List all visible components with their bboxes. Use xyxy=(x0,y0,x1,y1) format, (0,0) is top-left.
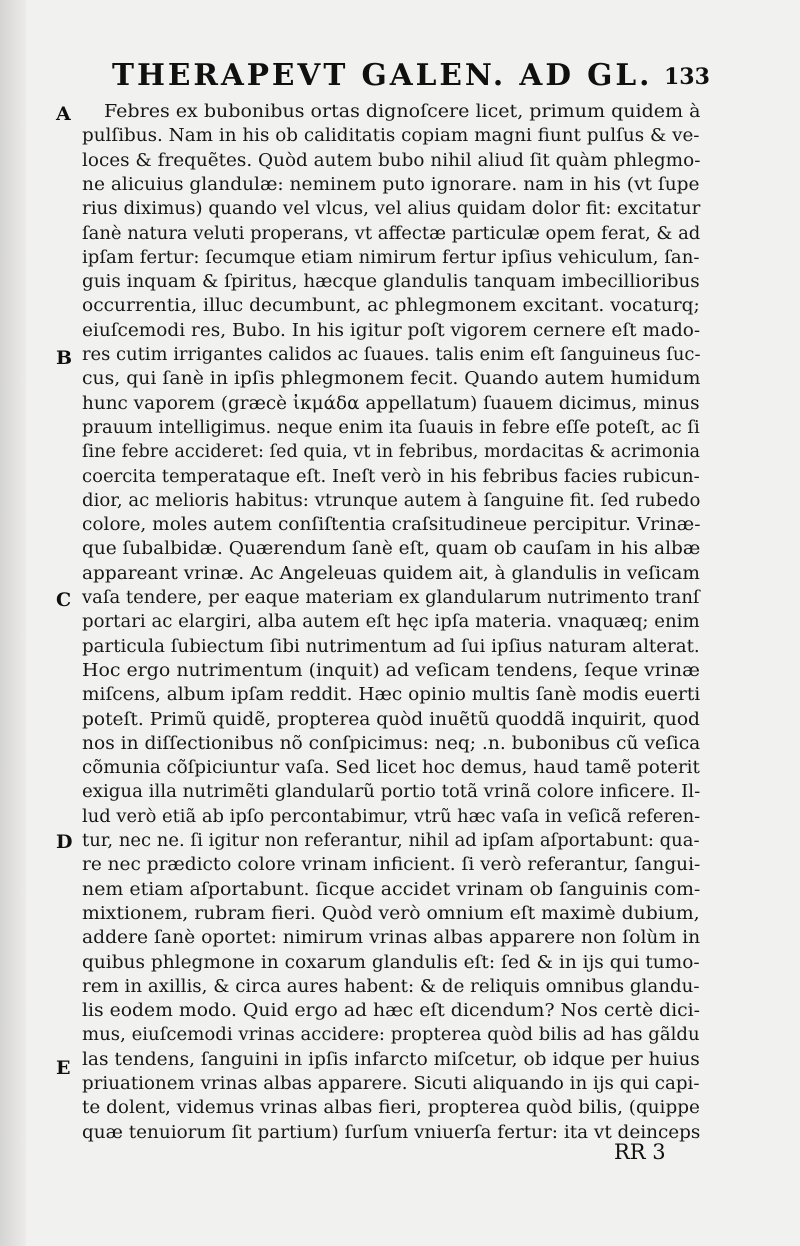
text-line: colore, moles autem conſiſtentia craſsitudineue percipitur. Vrinæ- xyxy=(82,515,701,536)
text-line: rius diximus) quando vel vlcus, vel alius quidam dolor fit: excitatur xyxy=(82,199,701,220)
text-line: pulſibus. Nam in his ob caliditatis copiam magni fiunt pulſus & ve- xyxy=(82,126,700,147)
text-line: eiuſcemodi res, Bubo. In his igitur poſt vigorem cernere eſt mado- xyxy=(82,320,701,341)
marginal-letter-a: A xyxy=(56,103,71,125)
text-line: exigua illa nutrimẽti glandularũ portio totã vrinã colore inficere. Il- xyxy=(82,782,701,803)
marginal-letter-c: C xyxy=(56,589,72,611)
marginal-letter-e: E xyxy=(56,1057,71,1079)
text-line: cus, qui ſanè in ipſis phlegmonem fecit. Quando autem humidum xyxy=(82,369,701,390)
text-line: ſanè natura veluti properans, vt affectæ particulæ opem ferat, & ad xyxy=(82,223,701,244)
marginal-letter-b: B xyxy=(56,347,73,369)
text-line: te dolent, videmus vrinas albas fieri, propterea quòd bilis, (quippe xyxy=(82,1098,700,1119)
text-line: re nec prædicto colore vrinam inficient. ſi verò referantur, ſangui- xyxy=(82,855,701,876)
text-line: vaſa tendere, per eaque materiam ex glandularum nutrimento tranſ xyxy=(82,588,700,608)
text-line: quæ tenuiorum ſit partium) ſurſum vniuerſa fertur: ita vt deinceps xyxy=(82,1122,701,1143)
text-line: prauum intelligimus. neque enim ita ſuauis in febre eſſe poteſt, ac ſi xyxy=(82,417,700,438)
text-line: cõmunia cõſpiciuntur vaſa. Sed licet hoc demus, haud tamẽ poterit xyxy=(82,758,700,779)
text-line: nos in diſſectionibus nõ conſpicimus: neq; .n. bubonibus cũ veſica xyxy=(82,733,701,754)
text-line: nem etiam aſportabunt. ſicque accidet vrinam ob ſanguinis com- xyxy=(82,879,701,900)
marginal-letter-d: D xyxy=(56,831,73,853)
text-line: dior, ac melioris habitus: vtrunque autem à ſanguine fit. ſed rubedo xyxy=(82,490,701,511)
text-line: lud verò etiã ab ipſo percontabimur, vtrũ hæc vaſa in veſicã referen- xyxy=(82,806,701,827)
text-line: portari ac elargiri, alba autem eſt hęc ipſa materia. vnaquæq; enim xyxy=(82,612,700,633)
text-line: occurrentia, illuc decumbunt, ac phlegmonem excitant. vocaturq; xyxy=(82,296,700,317)
text-line: particula ſubiectum ſibi nutrimentum ad ſui ipſius naturam alterat. xyxy=(82,636,700,657)
text-line: poteſt. Primũ quidẽ, propterea quòd inuẽtũ quoddã inquirit, quod xyxy=(82,709,700,730)
text-line: tur, nec ne. ſi igitur non referantur, nihil ad ipſam aſportabunt: qua- xyxy=(82,831,700,851)
text-line: mus, eiuſcemodi vrinas accidere: propterea quòd bilis ad has gãldu xyxy=(82,1025,700,1046)
text-line: miſcens, album ipſam reddit. Hæc opinio multis ſanè modis euerti xyxy=(82,685,701,706)
text-line: rem in axillis, & circa aures habent: & de reliquis omnibus glandu- xyxy=(82,976,700,997)
text-line: ne alicuius glandulæ: neminem puto ignorare. nam in his (vt ſupe xyxy=(82,174,700,195)
text-line: addere ſanè oportet: nimirum vrinas albas apparere non ſolùm in xyxy=(82,928,701,949)
text-line: res cutim irrigantes calidos ac ſuaues. talis enim eſt ſanguineus ſuc- xyxy=(82,345,701,365)
text-line: Hoc ergo nutrimentum (inquit) ad veſicam tendens, ſeque vrinæ xyxy=(82,660,700,681)
text-line: loces & frequẽtes. Quòd autem bubo nihil aliud ſit quàm phlegmo- xyxy=(82,150,701,171)
text-line: coercita temperataque eſt. Ineſt verò in his febribus facies rubicun- xyxy=(82,466,700,487)
text-line: mixtionem, rubram fieri. Quòd verò omnium eſt maximè dubium, xyxy=(82,903,700,924)
page-number: 133 xyxy=(664,64,710,90)
running-title: THERAPEVT GALEN. AD GL. xyxy=(112,58,653,93)
text-line: que ſubalbidæ. Quærendum ſanè eſt, quam ob cauſam in his albæ xyxy=(82,539,701,560)
text-line: guis inquam & ſpiritus, hæcque glandulis tanquam imbecillioribus xyxy=(82,272,700,293)
signature-mark: RR 3 xyxy=(614,1140,666,1164)
text-line: quibus phlegmone in coxarum glandulis eſt: ſed & in ijs qui tumo- xyxy=(82,952,700,973)
text-line: las tendens, ſanguini in ipſis infarcto miſcetur, ob idque per huius xyxy=(82,1049,700,1070)
text-line: ſine febre accideret: ſed quia, vt in febribus, mordacitas & acrimonia xyxy=(82,442,701,463)
text-line: hunc vaporem (græcè ἰκμάδα appellatum) ſuauem dicimus, minus xyxy=(82,393,700,414)
text-line: priuationem vrinas albas apparere. Sicuti aliquando in ijs qui capi- xyxy=(82,1074,700,1094)
text-line: ipſam fertur: ſecumque etiam nimirum fertur ipſius vehiculum, ſan- xyxy=(82,247,700,268)
text-line: Febres ex bubonibus ortas dignoſcere licet, primum quidem à xyxy=(104,102,701,122)
text-line: lis eodem modo. Quid ergo ad hæc eſt dicendum? Nos certè dici- xyxy=(82,1001,700,1022)
text-line: appareant vrinæ. Ac Angeleuas quidem ait, à glandulis in veſicam xyxy=(82,563,700,584)
